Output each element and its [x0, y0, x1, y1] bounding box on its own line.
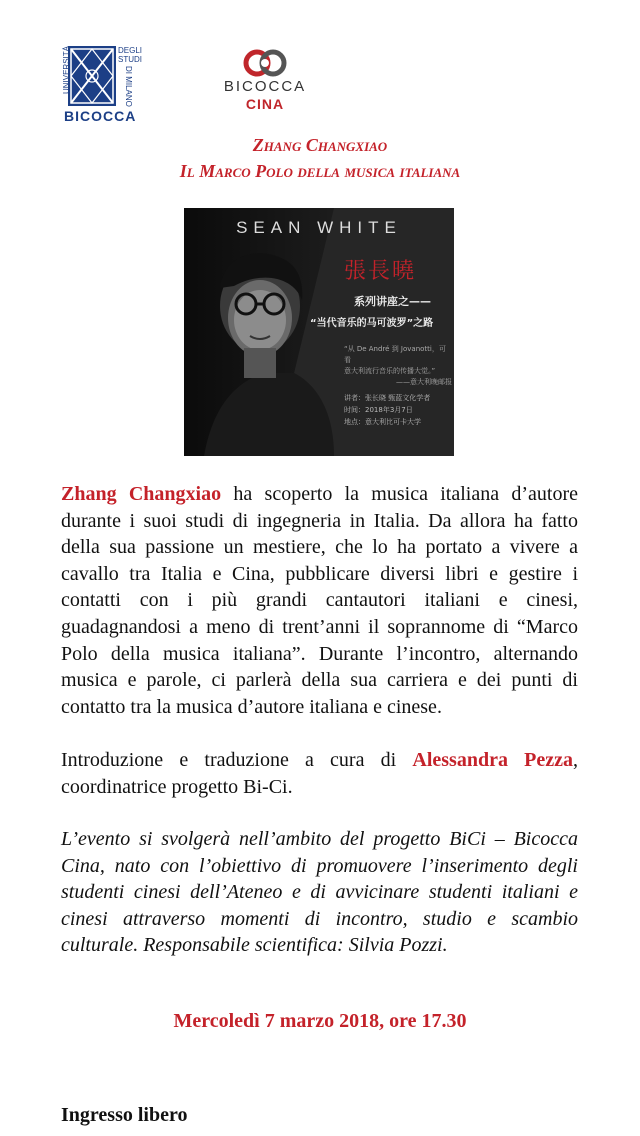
poster-time: 时间：2018年3月7日 [344, 406, 413, 414]
bici-wordmark: BICOCCA [223, 78, 307, 95]
unimib-logo [62, 44, 143, 124]
admission-label: Ingresso libero [61, 1104, 188, 1126]
poster-info [344, 392, 452, 428]
poster-speaker: 讲者：张长晓 甄蓝文化学者 [344, 394, 431, 402]
description-text: ha scoperto la musica italiana d’autore durante i suoi studi di ingegneria in Italia. Da allora ha fatto della sua passione un mestiere, che lo ha portato a vivere a cavallo tra Italia e Cina, pubblicare diversi libri e gestire i contatti con i più grandi cantautori italiani e cinesi, guadagnandosi a meno di trent’anni il soprannome di “Marco Polo della musica italiana”. Durante l’incontro, alternando musica e parole, ci parlerà della sua carriera e dei punti di contatto tra la musica d’autore italiana e cinese. [61, 483, 579, 718]
unimib-wordmark: BICOCCA [64, 108, 137, 124]
poster-quote-source: ——意大利晚邮报 [396, 378, 452, 386]
unimib-side-left: UNIVERSITÀ [62, 46, 71, 95]
event-subtitle: Il Marco Polo della musica italiana [179, 161, 461, 181]
description-paragraph [61, 481, 578, 720]
bici-cina-text: CINA [245, 96, 285, 112]
intro-text-after: , coordinatrice progetto Bi-Ci. [61, 749, 578, 798]
poster-place: 地点：意大利比可卡大学 [344, 418, 421, 426]
event-poster [184, 208, 454, 456]
unimib-emblem [68, 46, 116, 106]
unimib-emblem-icon [68, 46, 116, 106]
poster-quote [344, 344, 452, 388]
bici-emblem-icon [222, 48, 308, 78]
bicocca-cina-logo [222, 48, 308, 112]
event-title: Zhang Changxiao [252, 135, 388, 155]
unimib-top-text: DEGLI STUDI [118, 46, 143, 64]
poster-header: SEAN WHITE [236, 218, 402, 237]
speaker-name: Zhang Changxiao [61, 483, 222, 505]
event-date: Mercoledì 7 marzo 2018, ore 17.30 [173, 1010, 467, 1032]
poster-chinese-name: 張長曉 [344, 259, 417, 284]
poster-subtitle: “当代音乐的马可波罗”之路 [310, 318, 434, 329]
introduction-paragraph [61, 747, 578, 800]
poster-quote-line2: 意大利流行音乐的传播大觉。” [344, 367, 436, 375]
project-paragraph: L’evento si svolgerà nell’ambito del progetto BiCi – Bicocca Cina, nato con l’obiettivo di promuovere l’inserimento degli studenti cinesi dell’Ateneo e di avvicinare studenti italiani e cinesi attraverso momenti di incontro, studio e scambio culturale. Responsabile scientifica: Silvia Pozzi. [61, 828, 578, 957]
translator-name: Alessandra Pezza [412, 749, 573, 771]
intro-text-before: Introduzione e traduzione a cura di [61, 749, 413, 771]
unimib-side-right: DI MILANO [124, 66, 133, 107]
poster-series: 系列讲座之—— [354, 295, 431, 308]
poster-quote-line1: “从 De André 到 Jovanotti，可看 [344, 345, 446, 364]
